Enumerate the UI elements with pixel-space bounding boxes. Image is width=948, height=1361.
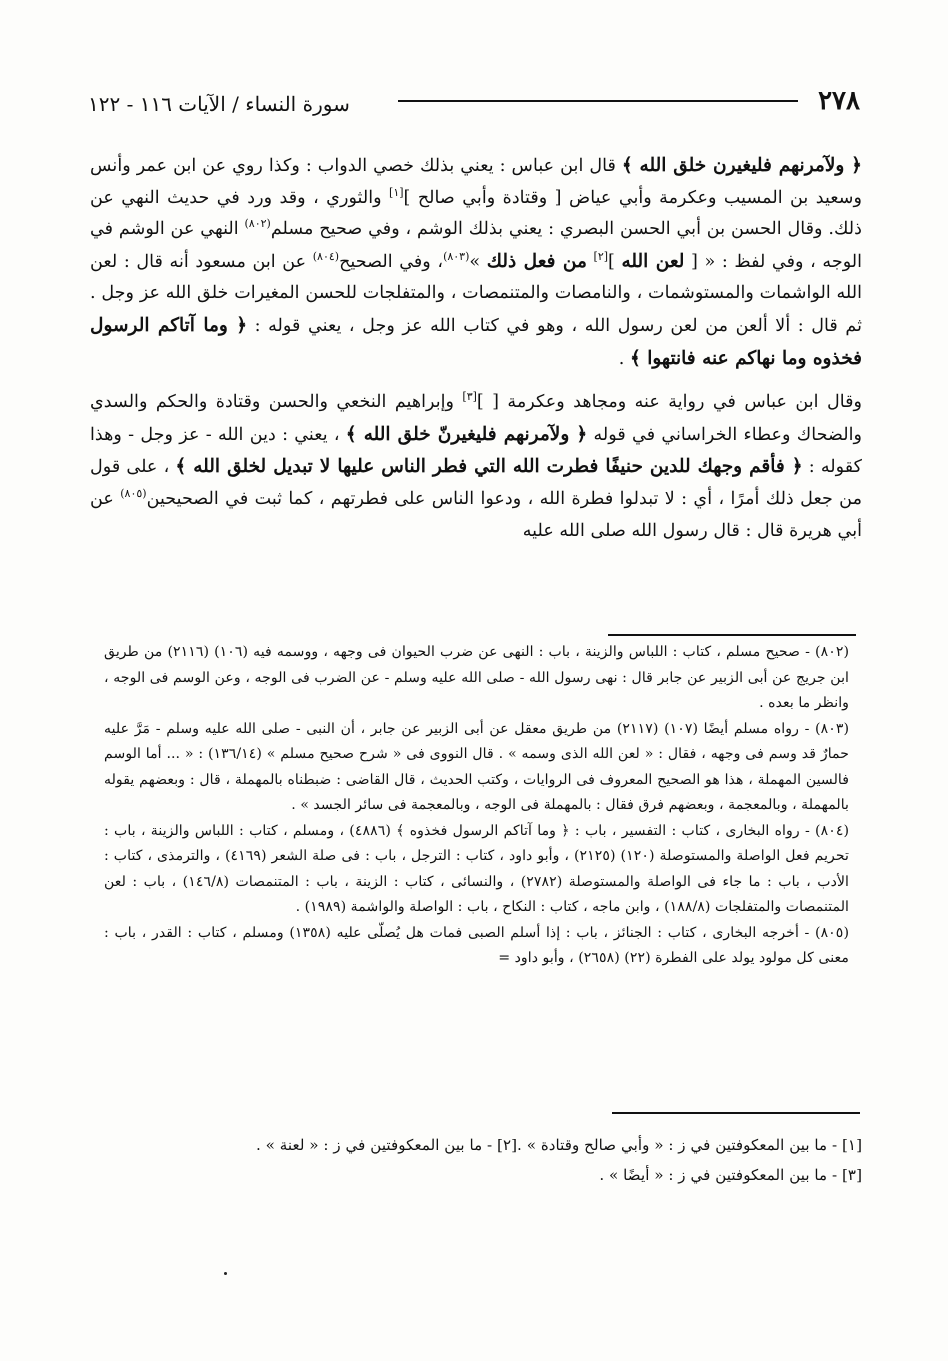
footnote-reference: (٨٠٣) <box>443 249 470 263</box>
footnote-reference: (٨٠٤) <box>312 249 340 263</box>
footnote-separator <box>608 634 856 636</box>
apparatus-note-1-2: [١] - ما بين المعكوفتين في ز : « وأبي صالح وقتادة » .[٢] - ما بين المعكوفتين في ز : « لعنة » . <box>256 1136 862 1154</box>
footnote-804: (٨٠٤) - رواه البخارى ، كتاب : التفسير ، باب : ﴿ وما آتاكم الرسول فخذوه ﴾ (٤٨٨٦) ، ومسلم ، كتاب : اللباس والزينة ، باب : تحريم فعل الواصلة والمستوصلة (١٢٠) (٢١٢٥) ، وأبو داود ، كتاب : الترجل ، باب : فى صلة الشعر (٤١٦٩) ، والترمذى ، كتاب : الأدب ، باب : ما جاء فى الواصلة والمستوصلة (٢٧٨٢) ، والنسائى ، كتاب : الزينة ، باب : المتنمصات (١٤٦/٨) ، باب : لعن المتنمصات والمتفلجات (١٨٨/٨) ، وابن ماجه ، كتاب : النكاح ، باب : الواصلة والواشمة (١٩٨٩) . <box>104 822 849 915</box>
text-run: ، وفي الصحيح <box>339 251 444 272</box>
footnote-reference: [٣] <box>462 390 477 404</box>
running-title: سورة النساء / الآيات ١١٦ - ١٢٢ <box>88 92 350 116</box>
footnote-803: (٨٠٣) - رواه مسلم أيضًا (١٠٧) (٢١١٧) من طريق معقل عن أبى الزبير عن جابر ، أن النبى - صلى الله عليه وسلم - مَرَّ عليه حمارٌ قد وسم فى وجهه ، فقال : « لعن الله الذى وسمه » . قال النووى فى « شرح صحيح مسلم » (١٣٦/١٤) : « ... أما الوسم فالسين المهملة ، هذا هو الصحيح المعروف فى الروايات ، وكتب الحديث ، قال القاضى : ضبطناه بالمهملة ، قال : وبعضهم يقوله بالمهملة ، وبالمعجمة ، وبعضهم فرق فقال : بالمهملة فى الوجه ، وبالمعجمة فى سائر الجسد » . <box>104 720 849 813</box>
text-run: ، على قول من جعل ذلك أمرًا ، أي : لا تبدلوا فطرة الله ، ودعوا الناس على فطرتهم ، كما ثبت في الصحيحين <box>90 457 862 509</box>
speck-mark <box>224 1272 227 1275</box>
apparatus-separator <box>612 1112 860 1114</box>
text-run: وإبراهيم النخعي والحسن وقتادة والحكم والسدي والضحاك وعطاء الخراساني في قوله <box>90 392 862 445</box>
header-rule <box>398 100 798 102</box>
text-run: النهي عن الوشم في الوجه ، وفي لفظ : « [ <box>90 219 863 272</box>
page-number: ٢٧٨ <box>818 86 860 116</box>
footnote-reference: [٢] <box>593 249 609 263</box>
footnote-reference: [١] <box>389 185 404 199</box>
footnotes <box>104 640 849 972</box>
quran-quote: ﴿ ولآمرنهم فليغيرن خلق الله ﴾ <box>621 155 862 176</box>
text-run: ، يعني : دين الله - عز وجل - وهذا كقوله : <box>90 424 862 478</box>
quran-quote: لعن الله <box>621 250 685 272</box>
text-run: . <box>618 348 630 369</box>
apparatus-note-3: [٣] - ما بين المعكوفتين في ز : « أيضًا » . <box>599 1166 862 1184</box>
main-text <box>90 150 862 547</box>
quran-quote: ﴿ وما آتاكم الرسول فخذوه وما نهاكم عنه فانتهوا ﴾ <box>90 314 862 369</box>
text-run: ] <box>608 251 622 272</box>
text-run: » <box>469 251 487 272</box>
footnote-reference: (٨٠٥) <box>120 487 147 501</box>
text-run: والثوري ، وقد ورد في حديث النهي عن ذلك. وقال الحسن بن أبي الحسن البصري : يعني بذلك الوشم ، وفي صحيح مسلم <box>90 187 862 240</box>
footnote-802: (٨٠٢) - صحيح مسلم ، كتاب : اللباس والزينة ، باب : النهى عن ضرب الحيوان فى وجهه ، ووسمه فيه (١٠٦) (٢١١٦) من طريق ابن جريج عن أبى الزبير عن جابر قال : نهى رسول الله - صلى الله عليه وسلم - عن الضرب فى الوجه ، وعن الوسم فى الوجه ، وانظر ما بعده . <box>104 644 850 711</box>
critical-apparatus <box>110 1130 862 1190</box>
footnote-805: (٨٠٥) - أخرجه البخارى ، كتاب : الجنائز ، باب : إذا أسلم الصبى فمات هل يُصلّى عليه (١٣٥٨) ومسلم ، كتاب : القدر ، باب : معنى كل مولود يولد على الفطرة (٢٢) (٢٦٥٨) ، وأبو داود = <box>104 924 849 966</box>
paragraph-2 <box>90 387 862 547</box>
quran-quote: من فعل ذلك <box>486 250 587 272</box>
quran-quote: ﴿ فأقم وجهك للدين حنيفًا فطرت الله التي فطر الناس عليها لا تبديل لخلق الله ﴾ <box>175 456 803 478</box>
quran-quote: ﴿ ولآمرنهم فليغيرنّ خلق الله ﴾ <box>345 423 588 445</box>
text-run: عن ابن مسعود أنه قال : لعن الله الواشمات والمستوشمات ، والنامصات والمتنمصات ، والمتفلجات للحسن المغيرات خلق الله عز وجل . ثم قال : ألا ألعن من لعن رسول الله ، وهو في كتاب الله عز وجل ، يعني قوله : <box>90 251 862 336</box>
text-run: قال ابن عباس : يعني بذلك خصي الدواب : وكذا روي عن ابن عمر وأنس وسعيد بن المسيب وعكرمة وأبي عياض [ وقتادة وأبي صالح ] <box>90 156 862 208</box>
page-header <box>88 86 860 126</box>
footnote-reference: (٨٠٢) <box>244 217 271 231</box>
text-run: وقال ابن عباس في رواية عنه ومجاهد وعكرمة [ ] <box>476 392 862 413</box>
text-run: عن أبي هريرة قال : قال رسول الله صلى الله عليه <box>90 488 862 541</box>
paragraph-1 <box>90 150 862 375</box>
text-run <box>587 252 594 272</box>
